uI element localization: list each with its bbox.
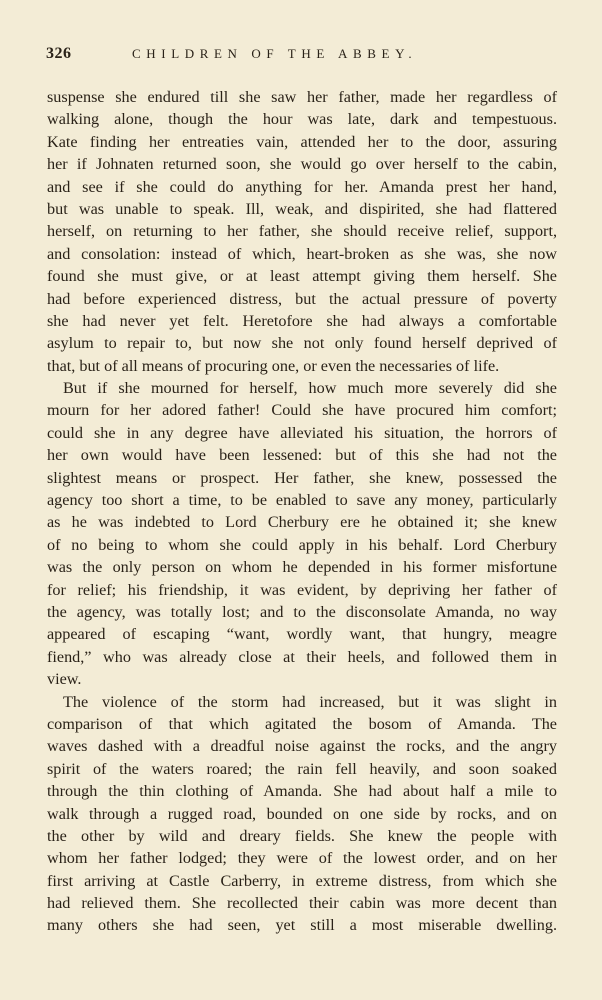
- text-line: the agency, was totally lost; and to the disconsolate Amanda, no way: [47, 602, 557, 621]
- text-line: Kate finding her entreaties vain, attended her to the door, assuring: [47, 132, 557, 151]
- text-line: herself, on returning to her father, she should receive relief, support,: [47, 222, 557, 241]
- text-line: first arriving at Castle Carberry, in extreme distress, from which she: [47, 871, 557, 890]
- text-line: appeared of escaping “want, wordly want, that hungry, meagre: [47, 625, 557, 644]
- text-line: but was unable to speak. Ill, weak, and dispirited, she had flattered: [47, 199, 557, 218]
- text-line: had relieved them. She recollected their cabin was more decent than: [47, 894, 557, 913]
- text-line: mourn for her adored father! Could she have procured him comfort;: [47, 401, 557, 420]
- running-title: CHILDREN OF THE ABBEY.: [132, 46, 418, 61]
- text-line: The violence of the storm had increased, but it was slight in: [63, 692, 557, 711]
- text-line: whom her father lodged; they were of the lowest order, and on her: [47, 849, 557, 868]
- text-line: that, but of all means of procuring one, or even the necessaries of life.: [47, 356, 500, 375]
- text-line: for relief; his friendship, it was evident, by depriving her father of: [47, 580, 557, 599]
- text-line: slightest means or prospect. Her father, she knew, possessed the: [47, 468, 557, 487]
- text-line: But if she mourned for herself, how much more severely did she: [63, 379, 557, 398]
- text-line: spirit of the waters roared; the rain fell heavily, and soon soaked: [47, 759, 557, 778]
- text-line: could she in any degree have alleviated his situation, the horrors of: [47, 423, 557, 442]
- page-number: 326: [46, 45, 72, 62]
- text-line: her if Johnaten returned soon, she would go over herself to the cabin,: [47, 155, 557, 174]
- text-line: she had never yet felt. Heretofore she had always a comfortable: [47, 311, 557, 330]
- text-line: found she must give, or at least attempt giving them herself. She: [47, 267, 557, 286]
- text-line: through the thin clothing of Amanda. She had about half a mile to: [47, 782, 557, 801]
- text-line: was the only person on whom he depended in his former misfortune: [47, 558, 557, 577]
- text-line: asylum to repair to, but now she not only found herself deprived of: [47, 334, 557, 353]
- text-line: agency too short a time, to be enabled to save any money, particularly: [47, 491, 557, 510]
- text-line: and see if she could do anything for her. Amanda prest her hand,: [47, 177, 557, 196]
- body-text: [47, 86, 557, 937]
- text-line: view.: [47, 670, 82, 689]
- text-line: waves dashed with a dreadful noise against the rocks, and the angry: [47, 737, 557, 756]
- text-line: walk through a rugged road, bounded on one side by rocks, and on: [47, 804, 557, 823]
- text-line: suspense she endured till she saw her father, made her regardless of: [47, 88, 557, 106]
- text-line: many others she had seen, yet still a most miserable dwelling.: [47, 916, 557, 935]
- text-line: as he was indebted to Lord Cherbury ere he obtained it; she knew: [47, 513, 557, 532]
- text-line: and consolation: instead of which, heart-broken as she was, she now: [47, 244, 557, 263]
- running-head: [46, 45, 566, 67]
- text-line: of no being to whom she could apply in his behalf. Lord Cherbury: [47, 535, 557, 554]
- text-line: the other by wild and dreary fields. She knew the people with: [47, 826, 557, 845]
- text-line: walking alone, though the hour was late, dark and tempestuous.: [47, 110, 557, 129]
- text-line: fiend,” who was already close at their heels, and followed them in: [47, 647, 557, 666]
- text-line: her own would have been lessened: but of this she had not the: [47, 446, 557, 465]
- text-line: comparison of that which agitated the bosom of Amanda. The: [47, 714, 557, 733]
- text-line: had before experienced distress, but the actual pressure of poverty: [47, 289, 557, 308]
